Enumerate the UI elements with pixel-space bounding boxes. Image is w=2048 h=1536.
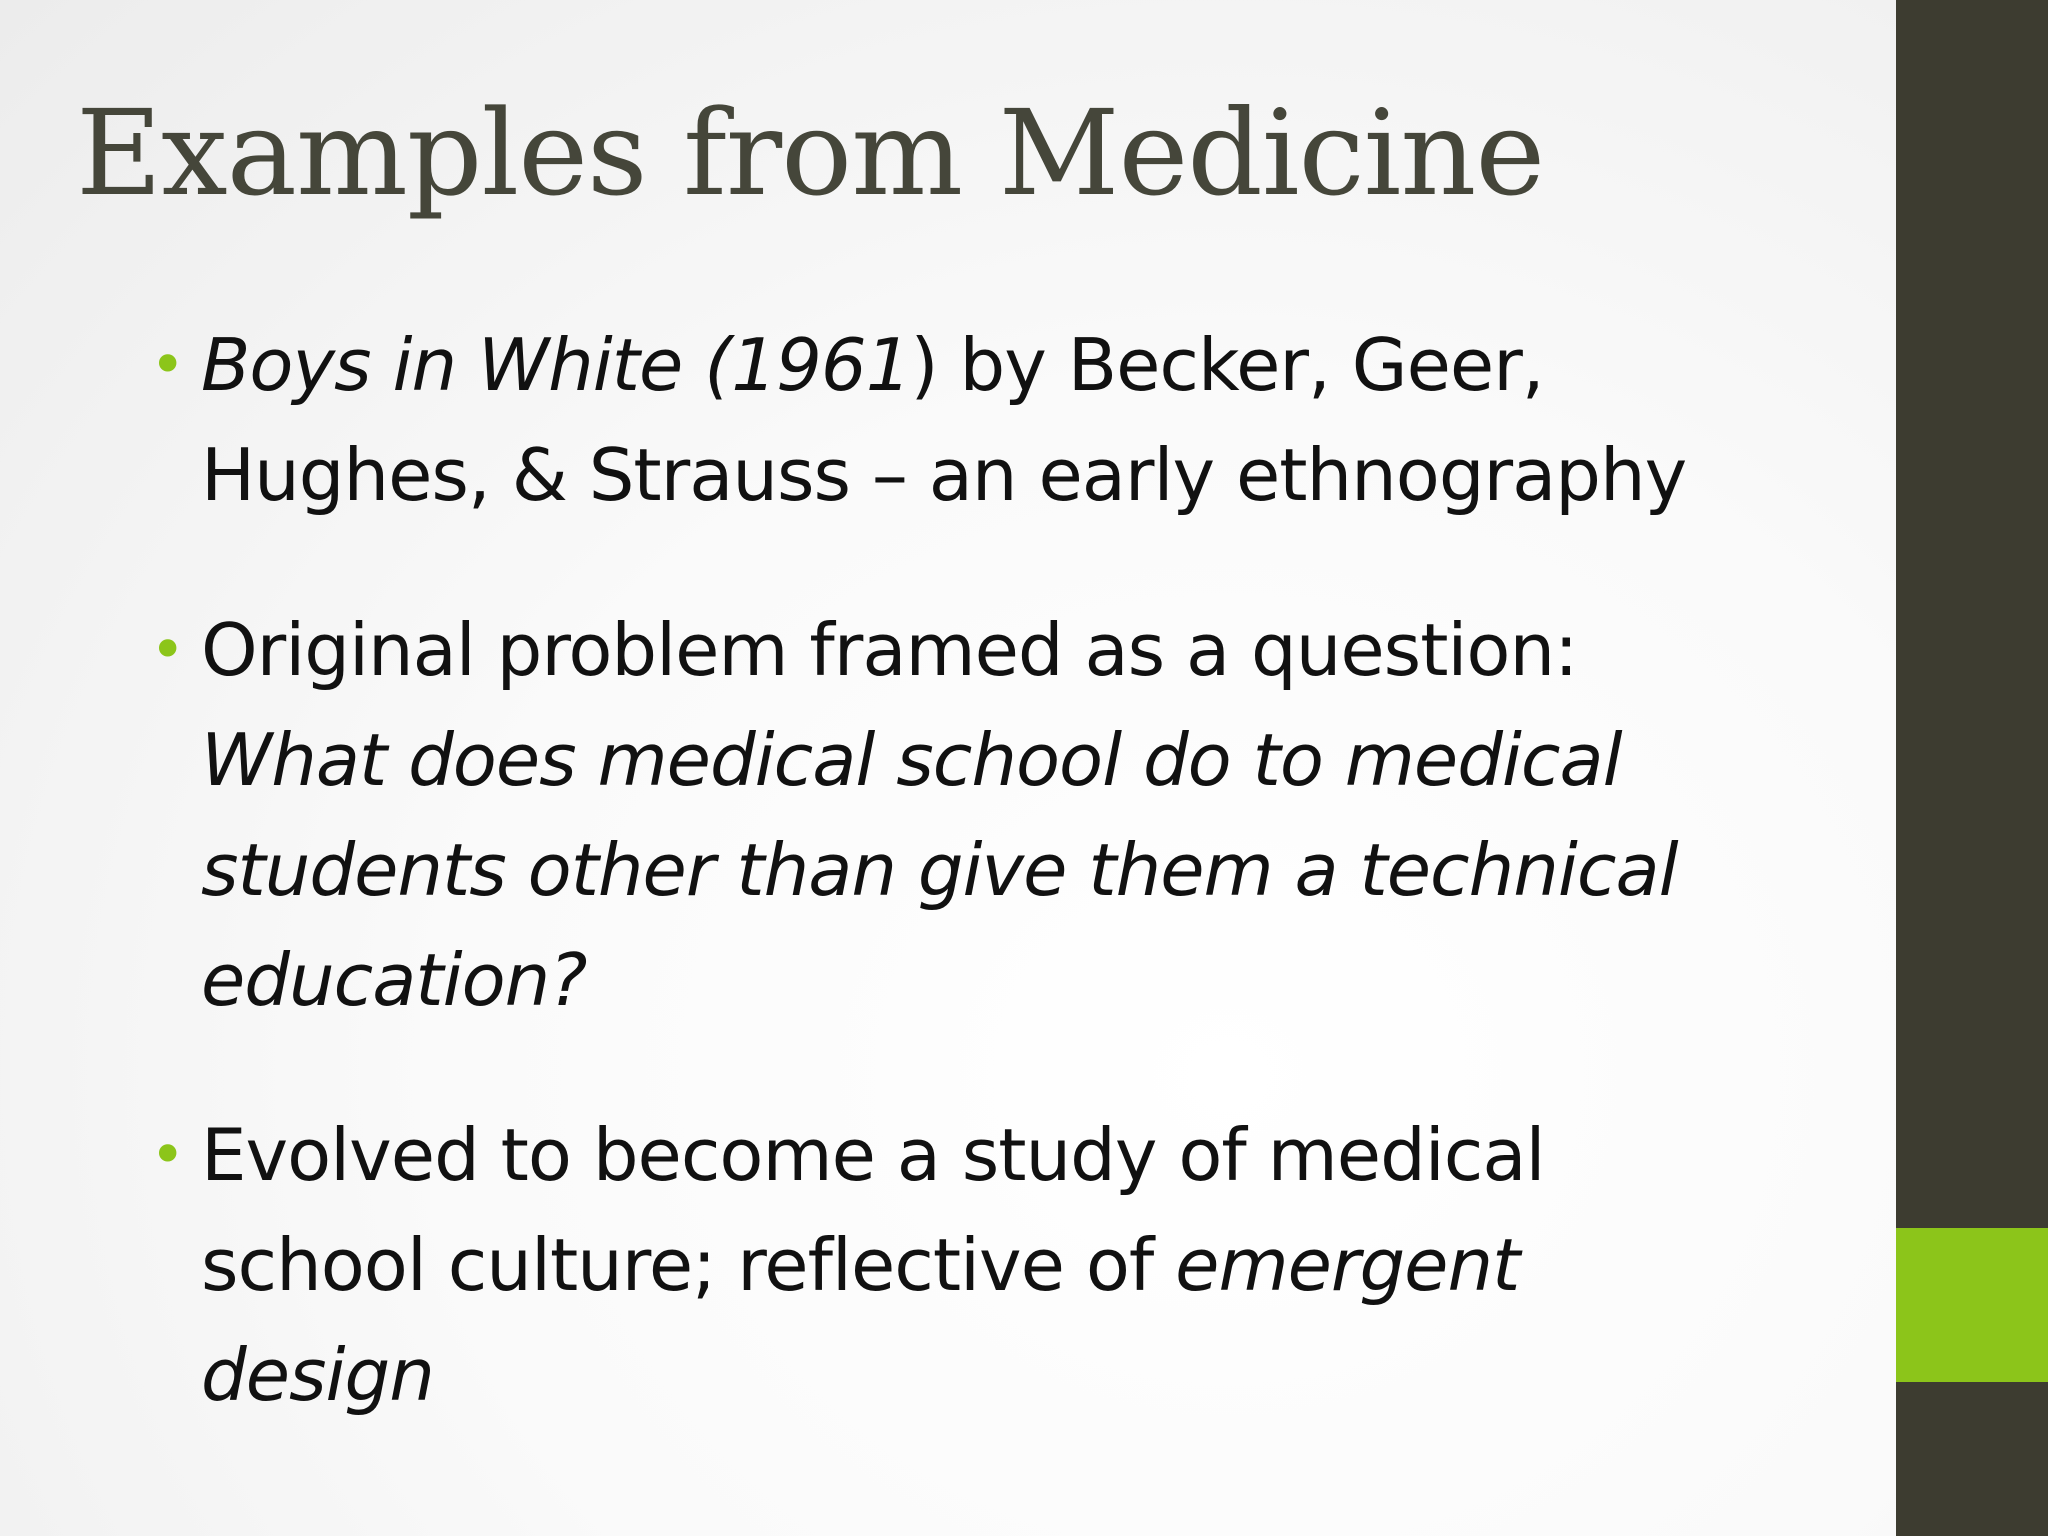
bullet-text: school culture; reflective of bbox=[201, 1223, 1176, 1307]
bullet-item-evolved bbox=[150, 1100, 1790, 1430]
emphasis-text: emergent bbox=[1175, 1223, 1520, 1307]
bullet-text: ) by Becker, Geer, bbox=[910, 323, 1544, 407]
bullet-dot-icon: • bbox=[150, 1120, 185, 1190]
bullet-item-boys-in-white bbox=[150, 310, 1790, 530]
bullet-dot-icon: • bbox=[150, 330, 185, 400]
research-question: education? bbox=[201, 938, 587, 1022]
emphasis-text: design bbox=[201, 1333, 434, 1417]
bullet-line: Original problem framed as a question: bbox=[201, 608, 1578, 692]
research-question: What does medical school do to medical bbox=[201, 718, 1622, 802]
bullet-line bbox=[201, 310, 1790, 420]
bullet-line bbox=[201, 1210, 1790, 1320]
bullet-dot-icon: • bbox=[150, 615, 185, 685]
book-title: Boys in White (1961 bbox=[201, 323, 911, 407]
sidebar-accent-block bbox=[1896, 1228, 2048, 1382]
bullet-list bbox=[150, 310, 1790, 1430]
bullet-item-original-problem bbox=[150, 595, 1790, 1035]
slide-title: Examples from Medicine bbox=[76, 84, 1545, 222]
bullet-line: Evolved to become a study of medical bbox=[201, 1113, 1545, 1197]
research-question: students other than give them a technical bbox=[201, 828, 1678, 912]
bullet-line: Hughes, & Strauss – an early ethnography bbox=[201, 433, 1687, 517]
